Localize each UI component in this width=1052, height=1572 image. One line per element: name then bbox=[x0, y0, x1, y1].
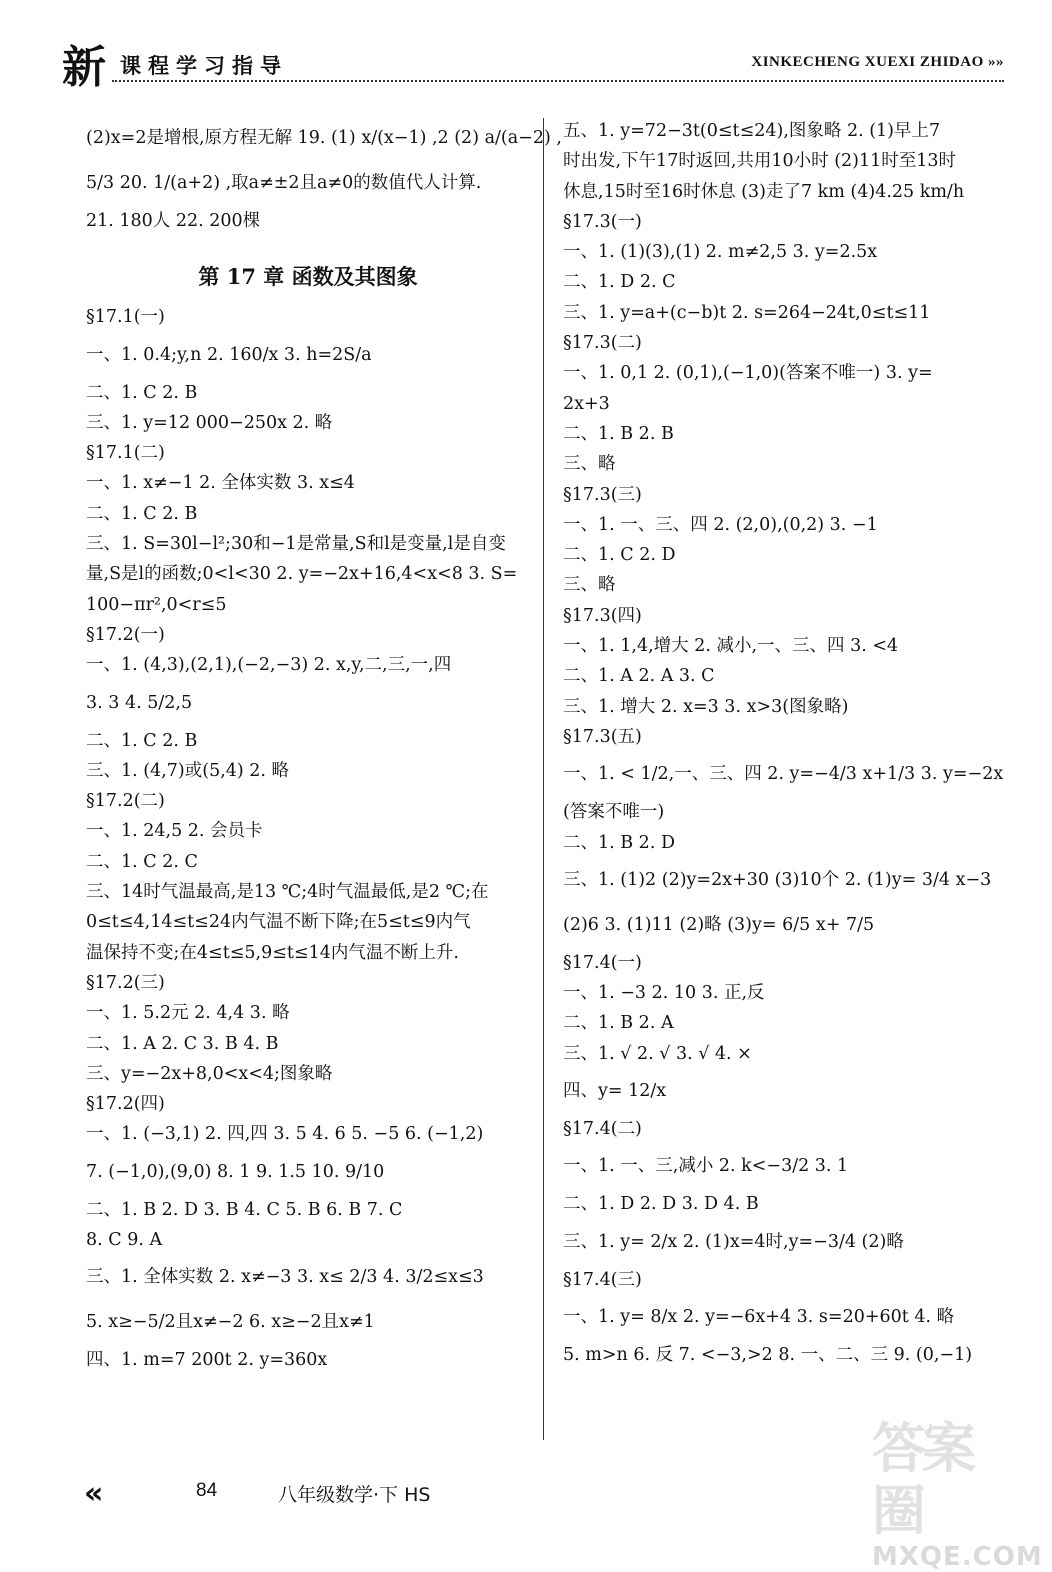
section-heading: §17.3(二) bbox=[563, 333, 642, 354]
watermark-text: 答案圈 bbox=[872, 1417, 972, 1542]
answer-line: 四、1. m=7 200t 2. y=360x bbox=[86, 1350, 328, 1371]
double-chevron-left-icon: « bbox=[84, 1476, 104, 1511]
answer-line: 休息,15时至16时休息 (3)走了7 km (4)4.25 km/h bbox=[563, 181, 965, 202]
column-divider bbox=[543, 118, 544, 1440]
answer-line: 二、1. D 2. D 3. D 4. B bbox=[563, 1194, 759, 1215]
answer-line: 二、1. D 2. C bbox=[563, 272, 676, 293]
series-title: 课程学习指导 bbox=[120, 54, 288, 78]
answer-line: 二、1. A 2. A 3. C bbox=[563, 666, 715, 687]
section-heading: §17.3(四) bbox=[563, 605, 642, 626]
answer-line: 温保持不变;在4≤t≤5,9≤t≤14内气温不断上升. bbox=[86, 942, 459, 963]
answer-line: 四、y= 12/x bbox=[563, 1081, 667, 1102]
right-answer-column bbox=[563, 116, 1013, 1370]
answer-line: (2)x=2是增根,原方程无解 19. (1) x/(x−1) ,2 (2) a/(a−2) , bbox=[86, 128, 562, 148]
answer-line: (2)6 3. (1)11 (2)略 (3)y= 6/5 x+ 7/5 bbox=[563, 914, 875, 935]
chapter-title: 第 17 章 函数及其图象 bbox=[198, 264, 418, 290]
answer-line: 三、14时气温最高,是13 ℃;4时气温最低,是2 ℃;在 bbox=[86, 882, 489, 903]
answer-line: 21. 180人 22. 200棵 bbox=[86, 211, 261, 231]
section-heading: §17.2(一) bbox=[86, 624, 165, 645]
answer-line: 一、1. < 1/2,一、三、四 2. y=−4/3 x+1/3 3. y=−2x bbox=[563, 764, 1004, 785]
answer-line: 三、1. y=12 000−250x 2. 略 bbox=[86, 412, 333, 433]
book-title: 八年级数学·下 HS bbox=[278, 1484, 431, 1506]
answer-line: 量,S是l的函数;0<l<30 2. y=−2x+16,4<x<8 3. S= bbox=[86, 564, 518, 585]
answer-line: 时出发,下午17时返回,共用10小时 (2)11时至13时 bbox=[563, 151, 957, 172]
double-chevron-right-icon: »» bbox=[988, 54, 1004, 70]
answer-line: 一、1. −3 2. 10 3. 正,反 bbox=[563, 983, 765, 1004]
answer-line: 二、1. B 2. A bbox=[563, 1013, 674, 1034]
section-heading: §17.4(一) bbox=[563, 952, 642, 973]
answer-line: (答案不唯一) bbox=[563, 802, 665, 823]
answer-line: 5/3 20. 1/(a+2) ,取a≠±2且a≠0的数值代人计算. bbox=[86, 173, 482, 193]
answer-line: 二、1. C 2. B bbox=[86, 382, 198, 403]
section-heading: §17.3(一) bbox=[563, 211, 642, 232]
series-pinyin-text: XINKECHENG XUEXI ZHIDAO bbox=[751, 54, 984, 70]
section-heading: §17.2(二) bbox=[86, 791, 165, 812]
section-heading: §17.3(五) bbox=[563, 726, 642, 747]
answer-line: 三、y=−2x+8,0<x<4;图象略 bbox=[86, 1063, 333, 1084]
answer-line: 三、略 bbox=[563, 575, 616, 596]
answer-line: 二、1. B 2. D 3. B 4. C 5. B 6. B 7. C bbox=[86, 1199, 403, 1220]
answer-line: 一、1. 0,1 2. (0,1),(−1,0)(答案不唯一) 3. y= bbox=[563, 363, 933, 384]
answer-line: 2x+3 bbox=[563, 393, 610, 414]
answer-line: 一、1. 0.4;y,n 2. 160/x 3. h=2S/a bbox=[86, 344, 372, 365]
answer-line: 二、1. B 2. B bbox=[563, 423, 674, 444]
page-number: 84 bbox=[196, 1480, 218, 1501]
section-heading: §17.4(二) bbox=[563, 1119, 642, 1140]
answer-line: 5. x≥−5/2且x≠−2 6. x≥−2且x≠1 bbox=[86, 1312, 375, 1333]
answer-line: 0≤t≤4,14≤t≤24内气温不断下降;在5≤t≤9内气 bbox=[86, 912, 471, 933]
series-pinyin bbox=[751, 54, 1004, 71]
answer-line: 一、1. x≠−1 2. 全体实数 3. x≤4 bbox=[86, 473, 355, 494]
left-answer-column bbox=[86, 116, 562, 1376]
answer-line: 5. m>n 6. 反 7. <−3,>2 8. 一、二、三 9. (0,−1) bbox=[563, 1344, 973, 1365]
answer-line: 二、1. B 2. D bbox=[563, 832, 675, 853]
answer-line: 二、1. C 2. C bbox=[86, 851, 198, 872]
answer-line: 一、1. (−3,1) 2. 四,四 3. 5 4. 6 5. −5 6. (−1,2) bbox=[86, 1124, 484, 1145]
answer-line: 三、1. √ 2. √ 3. √ 4. × bbox=[563, 1043, 752, 1064]
section-heading: §17.4(三) bbox=[563, 1269, 642, 1290]
answer-line: 100−πr²,0<r≤5 bbox=[86, 594, 227, 615]
answer-line: 一、1. (4,3),(2,1),(−2,−3) 2. x,y,二,三,一,四 bbox=[86, 655, 452, 676]
answer-line: 二、1. C 2. B bbox=[86, 503, 198, 524]
series-logo: 新 bbox=[62, 42, 106, 93]
answer-line: 一、1. (1)(3),(1) 2. m≠2,5 3. y=2.5x bbox=[563, 242, 878, 263]
page-header bbox=[0, 0, 1052, 100]
answer-line: 一、1. 24,5 2. 会员卡 bbox=[86, 821, 263, 842]
header-divider bbox=[112, 80, 1004, 82]
answer-line: 三、1. 全体实数 2. x≠−3 3. x≤ 2/3 4. 3/2≤x≤3 bbox=[86, 1267, 484, 1288]
answer-line: 二、1. C 2. B bbox=[86, 730, 198, 751]
answer-line: 三、1. y=a+(c−b)t 2. s=264−24t,0≤t≤11 bbox=[563, 302, 931, 323]
answer-line: 一、1. 一、三、四 2. (2,0),(0,2) 3. −1 bbox=[563, 514, 878, 535]
watermark-logo bbox=[872, 1417, 1043, 1572]
answer-line: 一、1. y= 8/x 2. y=−6x+4 3. s=20+60t 4. 略 bbox=[563, 1306, 955, 1327]
answer-line: 8. C 9. A bbox=[86, 1230, 163, 1251]
answer-line: 三、1. (1)2 (2)y=2x+30 (3)10个 2. (1)y= 3/4 x−3 bbox=[563, 869, 992, 890]
answer-line: 一、1. 一、三,减小 2. k<−3/2 3. 1 bbox=[563, 1156, 849, 1177]
section-heading: §17.1(二) bbox=[86, 443, 165, 464]
answer-line: 二、1. C 2. D bbox=[563, 545, 676, 566]
answer-line: 7. (−1,0),(9,0) 8. 1 9. 1.5 10. 9/10 bbox=[86, 1161, 385, 1182]
watermark-url: MXQE.COM bbox=[872, 1542, 1043, 1572]
section-heading: §17.2(三) bbox=[86, 972, 165, 993]
answer-line: 三、1. (4,7)或(5,4) 2. 略 bbox=[86, 760, 290, 781]
answer-line: 一、1. 5.2元 2. 4,4 3. 略 bbox=[86, 1003, 290, 1024]
answer-line: 三、1. S=30l−l²;30和−1是常量,S和l是变量,l是自变 bbox=[86, 534, 506, 555]
answer-line: 二、1. A 2. C 3. B 4. B bbox=[86, 1033, 279, 1054]
answer-line: 三、1. 增大 2. x=3 3. x>3(图象略) bbox=[563, 696, 849, 717]
section-heading: §17.3(三) bbox=[563, 484, 642, 505]
answer-line: 三、1. y= 2/x 2. (1)x=4时,y=−3/4 (2)略 bbox=[563, 1231, 904, 1252]
section-heading: §17.1(一) bbox=[86, 307, 165, 328]
answer-line: 一、1. 1,4,增大 2. 减小,一、三、四 3. <4 bbox=[563, 636, 899, 657]
answer-line: 五、1. y=72−3t(0≤t≤24),图象略 2. (1)早上7 bbox=[563, 121, 941, 141]
section-heading: §17.2(四) bbox=[86, 1094, 165, 1115]
answer-line: 三、略 bbox=[563, 454, 616, 475]
answer-line: 3. 3 4. 5/2,5 bbox=[86, 692, 193, 713]
